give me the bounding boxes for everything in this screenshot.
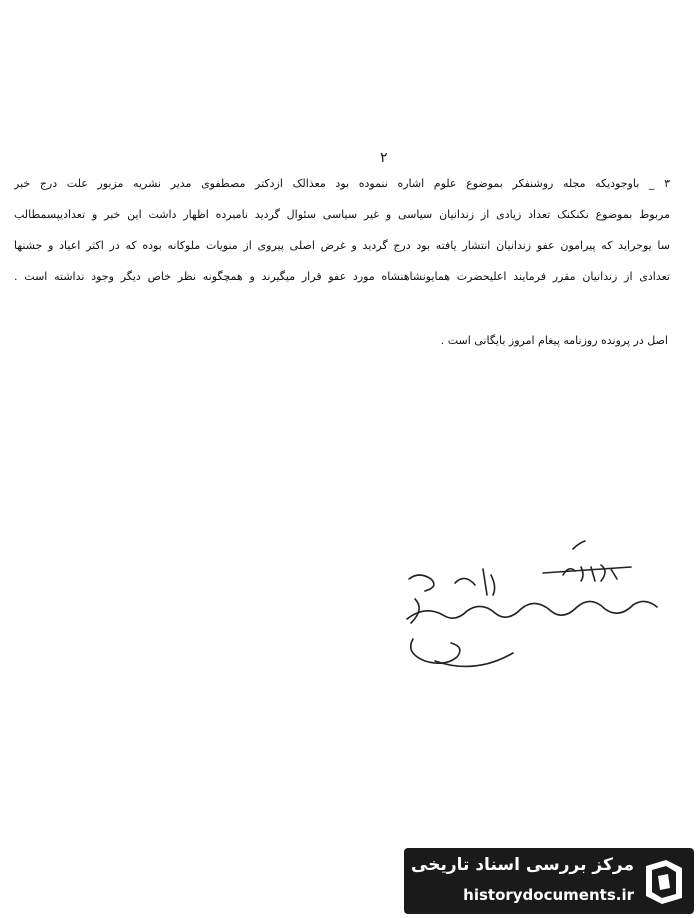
page-number: ۲	[380, 150, 388, 166]
signature-drawing	[395, 535, 685, 695]
paragraph-3	[14, 176, 670, 300]
archive-logo-icon	[640, 856, 688, 906]
signature-stroke	[435, 653, 513, 666]
paragraph-line: مربوط بموضوع نکنکنک تعداد زیادی از زندانیان سیاسی و غیر سیاسی سئوال گردید نامبرده اظهار داشت این خبر و تعدادیپسمطالب	[14, 208, 670, 221]
signature-stroke	[483, 569, 495, 595]
signature-stroke	[409, 575, 434, 591]
paragraph-line: ۳ _ باوجودیکه مجله روشنفکر بموضوع علوم اشاره ننموده بود معذالک ازدکتر مصطفوی مدیر نشریه مزبور علت درج خبر	[14, 177, 670, 190]
archive-note: اصل در پرونده روزنامه پیغام امروز بایگانی است .	[440, 334, 668, 347]
signature-stroke	[573, 541, 585, 549]
signature-stroke	[411, 599, 419, 623]
archive-watermark	[404, 848, 694, 914]
handwritten-number-strokes	[563, 565, 617, 581]
handwritten-signature	[395, 535, 685, 695]
watermark-url: historydocuments.ir	[463, 886, 634, 904]
number-underline	[543, 567, 631, 573]
signature-stroke	[455, 578, 475, 585]
signature-stroke	[411, 639, 460, 663]
paragraph-line: تعدادی از زندانیان مقرر فرمایند اعلیحضرت همایونشاهنشاه مورد عفو قرار میگیرند و همچگونه نظر خاص دیگر وجود نداشته است .	[14, 270, 670, 283]
watermark-title: مرکز بررسی اسناد تاریخی	[411, 855, 634, 875]
paragraph-line: سا یوحراید که پیرامون عفو زندانیان انتشار یافته بود درج گردید و غرض اصلی پیروی از منویات ملوکانه بوده که در اکثر اعیاد و جشنها	[14, 239, 670, 252]
handwritten-line-strokes	[407, 601, 657, 619]
